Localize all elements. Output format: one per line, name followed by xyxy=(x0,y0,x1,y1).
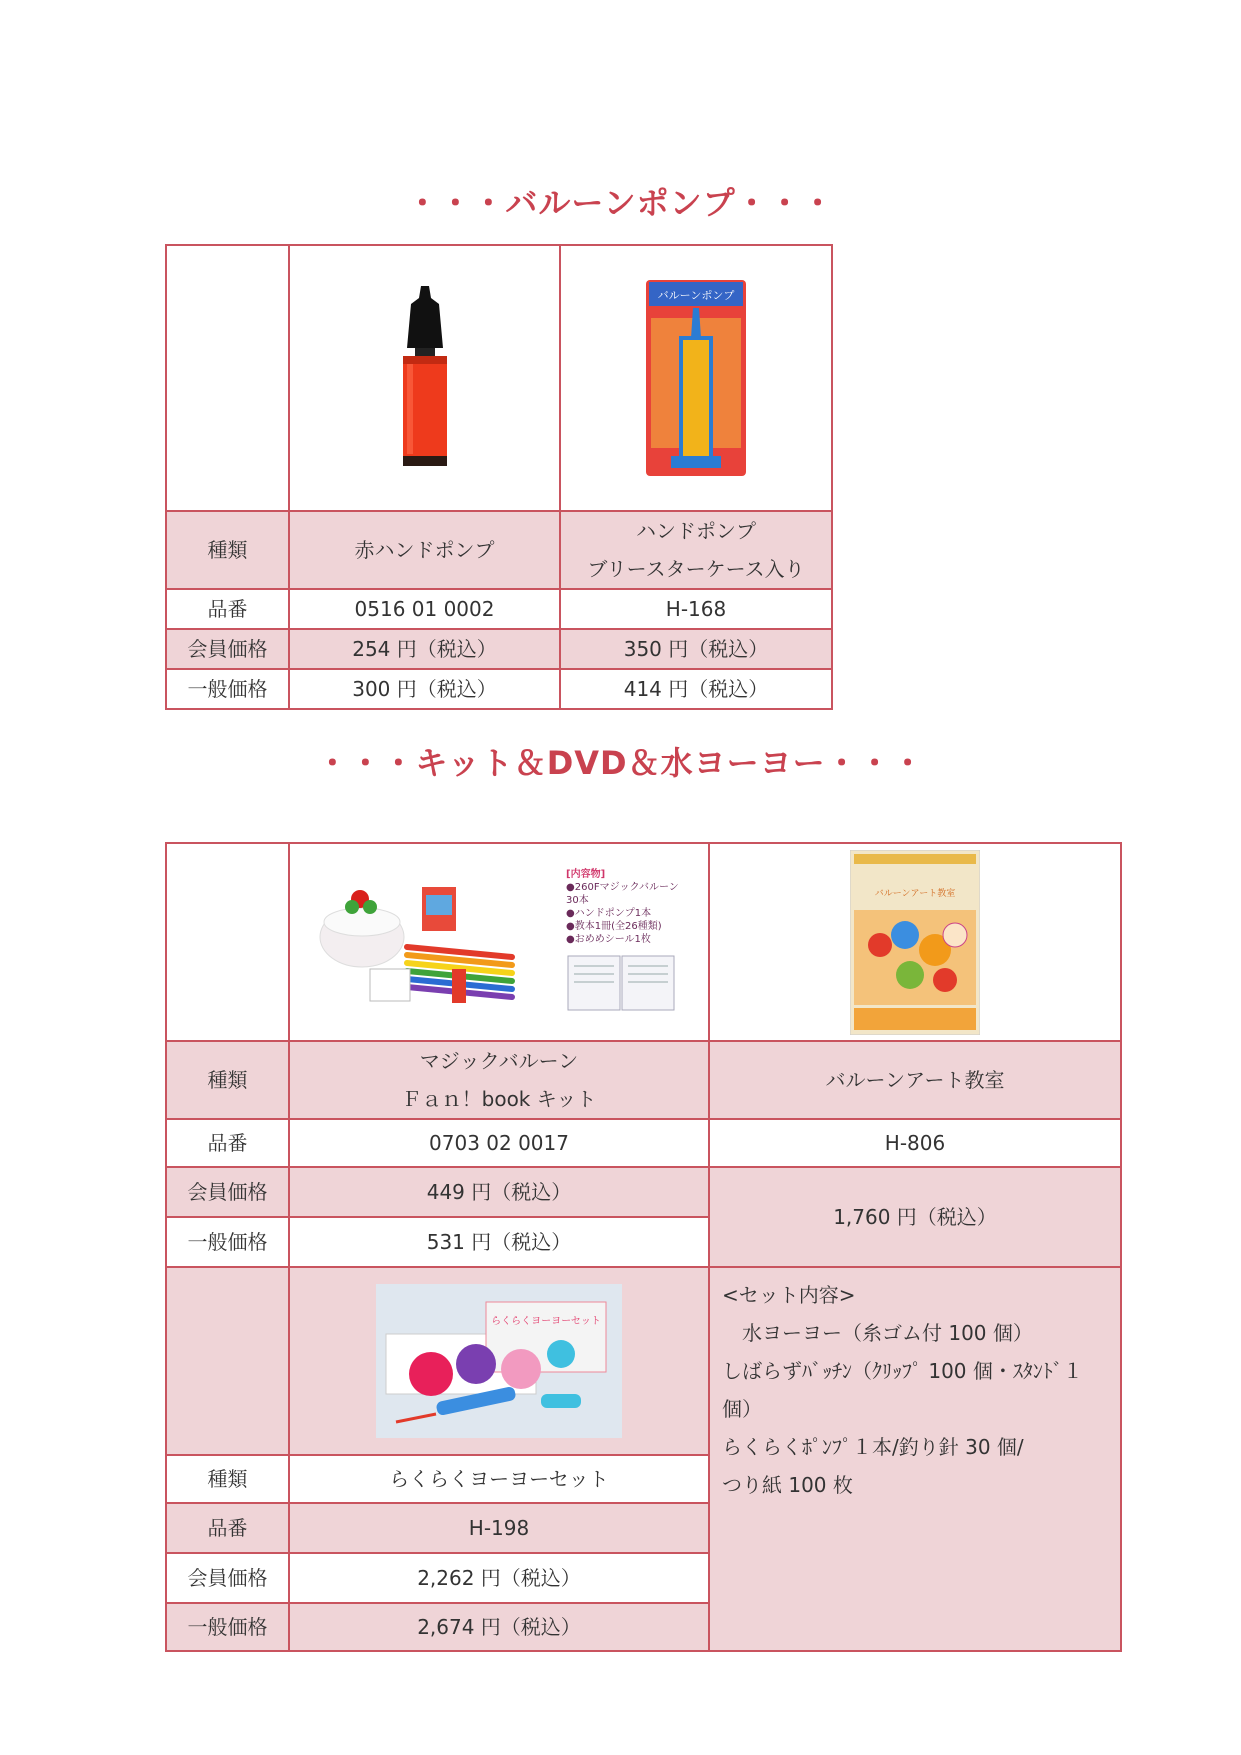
red-pump-general-price: 300 円（税込） xyxy=(289,669,560,709)
yoyo-type: らくらくヨーヨーセット xyxy=(289,1455,709,1503)
yoyo-member-price: 2,262 円（税込） xyxy=(289,1553,709,1603)
label-type: 種類 xyxy=(166,1041,289,1119)
dvd-number: H-806 xyxy=(709,1119,1121,1167)
kit-table xyxy=(165,842,1122,1652)
blister-pump-type xyxy=(560,511,832,589)
empty-cell xyxy=(166,245,289,511)
kit-number: 0703 02 0017 xyxy=(289,1119,709,1167)
section2-title: ・・・キット＆DVD＆水ヨーヨー・・・ xyxy=(316,744,925,782)
yoyo-general-price: 2,674 円（税込） xyxy=(289,1603,709,1651)
set-contents-item: つり紙 100 枚 xyxy=(722,1473,853,1497)
set-contents-title: <セット内容> xyxy=(722,1283,856,1307)
blister-hand-pump-image xyxy=(641,278,751,478)
kit-image-cell xyxy=(289,843,709,1041)
yoyo-number: H-198 xyxy=(289,1503,709,1553)
kit-contents-item: ●ハンドポンプ1本 xyxy=(566,908,652,919)
kit-contents-item: ●260Fマジックバルーン30本 xyxy=(566,882,679,906)
yoyo-image-cell xyxy=(289,1267,709,1455)
blister-pump-number: H-168 xyxy=(560,589,832,629)
kit-contents-list xyxy=(566,868,686,1016)
kit-contents-title: [内容物] xyxy=(566,869,606,880)
label-type: 種類 xyxy=(166,511,289,589)
blister-pump-type-line1: ハンドポンプ xyxy=(636,519,756,543)
label-number: 品番 xyxy=(166,1503,289,1553)
kit-type-line1: マジックバルーン xyxy=(419,1049,579,1073)
empty-cell xyxy=(166,843,289,1041)
svg-text:らくらくヨーヨーセット: らくらくヨーヨーセット xyxy=(491,1316,601,1327)
magic-balloon-kit-image xyxy=(312,877,522,1007)
label-general-price: 一般価格 xyxy=(166,669,289,709)
set-contents-item: らくらくﾎﾟﾝﾌﾟ１本/釣り針 30 個/ xyxy=(722,1435,1024,1459)
red-pump-type: 赤ハンドポンプ xyxy=(289,511,560,589)
label-member-price: 会員価格 xyxy=(166,629,289,669)
dvd-type: バルーンアート教室 xyxy=(709,1041,1121,1119)
red-pump-member-price: 254 円（税込） xyxy=(289,629,560,669)
red-pump-image-cell xyxy=(289,245,560,511)
kit-type-line2: Ｆａｎ！book キット xyxy=(401,1087,597,1111)
yoyo-set-image xyxy=(376,1284,622,1438)
kit-contents-item: ●教本1冊(全26種類) xyxy=(566,921,662,932)
kit-member-price: 449 円（税込） xyxy=(289,1167,709,1217)
balloon-art-class-cover-image xyxy=(850,850,980,1035)
blister-pump-member-price: 350 円（税込） xyxy=(560,629,832,669)
set-contents-item: しばらずﾊﾞｯﾁﾝ（ｸﾘｯﾌﾟ 100 個・ｽﾀﾝﾄﾞ１個） xyxy=(722,1359,1083,1421)
label-number: 品番 xyxy=(166,589,289,629)
label-type: 種類 xyxy=(166,1455,289,1503)
label-general-price: 一般価格 xyxy=(166,1217,289,1267)
kit-book-image xyxy=(566,952,676,1012)
red-hand-pump-image xyxy=(385,278,465,478)
label-member-price: 会員価格 xyxy=(166,1167,289,1217)
blister-pump-image-cell xyxy=(560,245,832,511)
yoyo-set-contents xyxy=(709,1267,1121,1651)
set-contents-item: 水ヨーヨー（糸ゴム付 100 個） xyxy=(722,1321,1033,1345)
empty-cell xyxy=(166,1267,289,1455)
svg-text:バルーンポンプ: バルーンポンプ xyxy=(657,289,735,302)
blister-pump-general-price: 414 円（税込） xyxy=(560,669,832,709)
kit-general-price: 531 円（税込） xyxy=(289,1217,709,1267)
label-member-price: 会員価格 xyxy=(166,1553,289,1603)
dvd-image-cell xyxy=(709,843,1121,1041)
kit-contents-item: ●おめめシール1枚 xyxy=(566,934,651,945)
red-pump-number: 0516 01 0002 xyxy=(289,589,560,629)
section1-title: ・・・バルーンポンプ・・・ xyxy=(406,184,835,222)
pump-table xyxy=(165,244,833,710)
label-general-price: 一般価格 xyxy=(166,1603,289,1651)
label-number: 品番 xyxy=(166,1119,289,1167)
dvd-price: 1,760 円（税込） xyxy=(709,1167,1121,1267)
blister-pump-type-line2: ブリースターケース入り xyxy=(587,557,805,581)
kit-type xyxy=(289,1041,709,1119)
svg-text:バルーンアート教室: バルーンアート教室 xyxy=(874,888,956,899)
